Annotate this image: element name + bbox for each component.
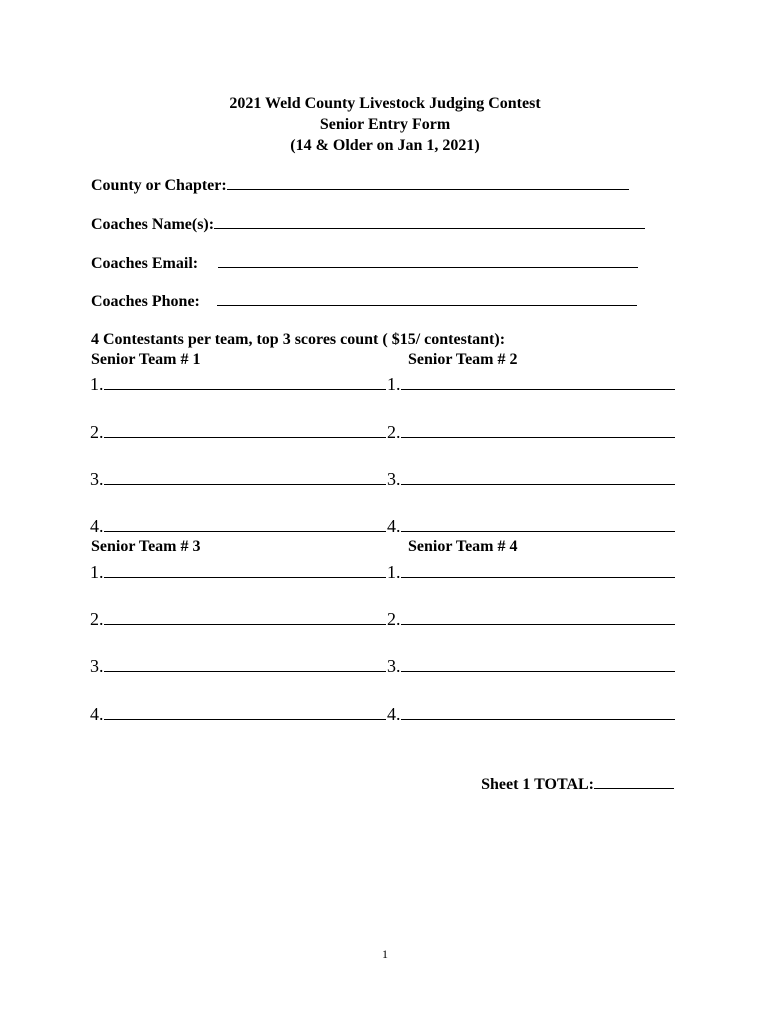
team-2-slot-2 [387,420,675,443]
contestant-name-line[interactable] [401,702,675,720]
contestant-name-line[interactable] [401,560,675,578]
slot-number: 3. [90,656,104,676]
team-2-heading: Senior Team # 2 [408,351,518,368]
team-1-slot-3 [90,467,386,490]
coach-names-input-line[interactable] [214,213,645,229]
slot-number: 2. [90,422,104,442]
coach-email-input-line[interactable] [218,252,638,268]
team-1-slot-1 [90,372,386,395]
contestant-name-line[interactable] [104,514,386,532]
contestant-name-line[interactable] [401,654,675,672]
contestant-name-line[interactable] [401,514,675,532]
contestant-name-line[interactable] [401,372,675,390]
team-3-heading: Senior Team # 3 [91,538,201,555]
coach-email-label: Coaches Email: [91,255,199,272]
team-1-heading: Senior Team # 1 [91,351,201,368]
team-1-slot-4 [90,514,386,537]
team-3-slot-2 [90,607,386,630]
team-3-slot-3 [90,654,386,677]
form-subtitle: Senior Entry Form [319,116,451,133]
contestant-name-line[interactable] [104,560,386,578]
coach-phone-label: Coaches Phone: [91,293,200,310]
slot-number: 4. [90,516,104,536]
contestant-name-line[interactable] [104,654,386,672]
contestant-name-line[interactable] [104,607,386,625]
coach-names-label: Coaches Name(s): [91,216,215,233]
slot-number: 1. [387,374,401,394]
slot-number: 4. [387,516,401,536]
team-4-slot-3 [387,654,675,677]
slot-number: 2. [387,422,401,442]
team-4-heading: Senior Team # 4 [408,538,518,555]
team-2-slot-3 [387,467,675,490]
coach-phone-input-line[interactable] [217,290,637,306]
slot-number: 2. [387,609,401,629]
team-1-slot-2 [90,420,386,443]
page-number: 1 [382,947,388,961]
contestant-name-line[interactable] [104,372,386,390]
slot-number: 1. [90,374,104,394]
contestant-name-line[interactable] [401,420,675,438]
slot-number: 2. [90,609,104,629]
contestant-name-line[interactable] [104,467,386,485]
instructions-text: 4 Contestants per team, top 3 scores count ( $15/ contestant): [91,331,506,348]
age-note: (14 & Older on Jan 1, 2021) [290,137,480,154]
team-2-slot-4 [387,514,675,537]
form-title: 2021 Weld County Livestock Judging Contest [229,95,541,112]
team-3-slot-4 [90,702,386,725]
slot-number: 3. [387,656,401,676]
county-field [91,174,629,196]
contestant-name-line[interactable] [401,467,675,485]
coach-email-field [91,252,638,274]
sheet-total-label: Sheet 1 TOTAL: [481,776,594,793]
sheet-total-input-line[interactable] [594,773,674,789]
team-2-slot-1 [387,372,675,395]
contestant-name-line[interactable] [104,702,386,720]
team-3-slot-1 [90,560,386,583]
slot-number: 3. [387,469,401,489]
team-4-slot-1 [387,560,675,583]
team-4-slot-4 [387,702,675,725]
slot-number: 4. [90,704,104,724]
coach-phone-field [91,290,637,312]
team-4-slot-2 [387,607,675,630]
sheet-total [481,773,674,795]
slot-number: 3. [90,469,104,489]
slot-number: 1. [387,562,401,582]
county-input-line[interactable] [227,174,629,190]
county-label: County or Chapter: [91,177,227,194]
contestant-name-line[interactable] [104,420,386,438]
slot-number: 1. [90,562,104,582]
coach-names-field [91,213,645,235]
contestant-name-line[interactable] [401,607,675,625]
slot-number: 4. [387,704,401,724]
